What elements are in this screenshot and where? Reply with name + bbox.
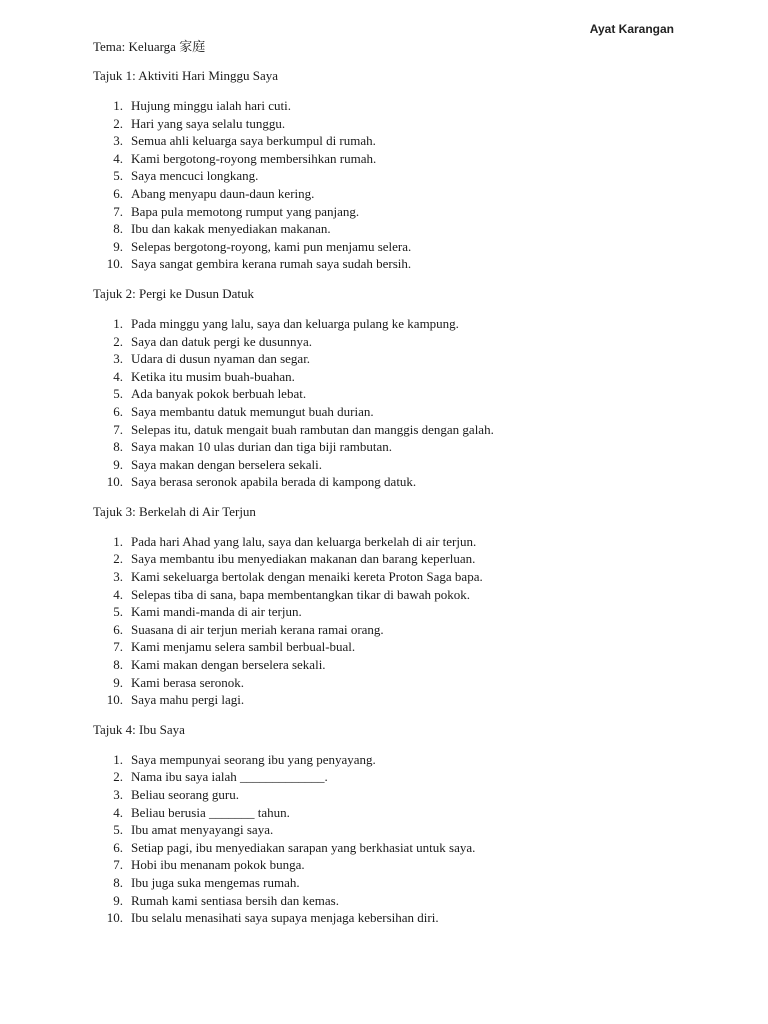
list-item-number: 6. — [113, 621, 123, 637]
list-item — [93, 586, 713, 604]
list-item-text: Beliau seorang guru. — [131, 787, 239, 802]
list-item-text: Saya makan dengan berselera sekali. — [131, 456, 322, 472]
list-item-number: 6. — [113, 185, 123, 201]
list-item-text: Saya dan datuk pergi ke dusunnya. — [131, 333, 312, 349]
list-item-text: Selepas itu, datuk mengait buah rambutan dan manggis dengan galah. — [131, 421, 494, 437]
list-item-text: Selepas bergotong-royong, kami pun menjamu selera. — [131, 238, 412, 254]
numbered-list — [93, 315, 713, 491]
numbered-list — [93, 97, 713, 273]
list-item-number: 8. — [113, 657, 123, 673]
numbered-list — [93, 751, 713, 927]
list-item — [93, 456, 713, 474]
list-item — [93, 473, 713, 491]
list-item-number: 7. — [113, 857, 123, 873]
list-item-number: 2. — [113, 769, 123, 785]
list-item-number: 4. — [113, 368, 123, 384]
list-item-number: 7. — [113, 203, 123, 219]
section-4 — [93, 721, 713, 927]
list-item-number: 7. — [113, 421, 123, 437]
section-2 — [93, 285, 713, 491]
list-item-number: 6. — [113, 403, 123, 419]
list-item-text: Kami mandi-manda di air terjun. — [131, 604, 302, 620]
list-item — [93, 804, 713, 822]
list-item-number: 4. — [113, 804, 123, 820]
list-item-number: 10. — [106, 256, 123, 272]
list-item — [93, 892, 713, 910]
list-item-number: 4. — [113, 150, 123, 166]
list-item-text: Saya sangat gembira kerana rumah saya sudah bersih. — [131, 256, 412, 272]
list-item — [93, 821, 713, 839]
list-item-number: 8. — [113, 221, 123, 237]
list-item-number: 8. — [113, 874, 123, 890]
section-title: Tajuk 1: Aktiviti Hari Minggu Saya — [93, 68, 279, 83]
list-item-number: 7. — [113, 639, 123, 655]
list-item-number: 1. — [113, 98, 123, 113]
list-item — [93, 333, 713, 351]
list-item-text: Saya makan 10 ulas durian dan tiga biji rambutan. — [131, 439, 393, 455]
theme-line: Tema: Keluarga 家庭 — [93, 39, 206, 54]
list-item — [93, 315, 713, 333]
list-item-text: Ibu amat menyayangi saya. — [131, 822, 274, 838]
list-item — [93, 856, 713, 874]
list-item-number: 9. — [113, 456, 123, 472]
list-item-text: Hari yang saya selalu tunggu. — [131, 115, 286, 131]
list-item-number: 2. — [113, 115, 123, 131]
list-item-number: 10. — [106, 474, 123, 490]
list-item — [93, 603, 713, 621]
list-item-text: Setiap pagi, ibu menyediakan sarapan yang berkhasiat untuk saya. — [131, 839, 476, 855]
list-item — [93, 255, 713, 273]
list-item — [93, 132, 713, 150]
list-item — [93, 368, 713, 386]
list-item-text: Ibu selalu menasihati saya supaya menjaga kebersihan diri. — [131, 910, 439, 926]
list-item — [93, 691, 713, 709]
list-item — [93, 533, 713, 551]
list-item-number: 2. — [113, 551, 123, 567]
list-item-text: Saya berasa seronok apabila berada di kampong datuk. — [131, 474, 417, 490]
section-title: Tajuk 3: Berkelah di Air Terjun — [93, 503, 256, 519]
list-item-text: Kami bergotong-royong membersihkan rumah. — [131, 150, 377, 166]
list-item-text: Ketika itu musim buah-buahan. — [131, 368, 295, 384]
list-item-number: 1. — [113, 315, 123, 331]
list-item — [93, 674, 713, 692]
list-item-number: 5. — [113, 822, 123, 838]
list-item-text: Kami sekeluarga bertolak dengan menaiki kereta Proton Saga bapa. — [131, 569, 483, 585]
list-item-text: Udara di dusun nyaman dan segar. — [131, 351, 311, 367]
list-item-number: 2. — [113, 333, 123, 349]
list-item — [93, 421, 713, 439]
list-item — [93, 150, 713, 168]
list-item-text: Ada banyak pokok berbuah lebat. — [131, 386, 307, 402]
list-item — [93, 839, 713, 857]
list-item — [93, 438, 713, 456]
list-item-text: Saya membantu ibu menyediakan makanan dan barang keperluan. — [131, 551, 476, 567]
list-item-number: 4. — [113, 586, 123, 602]
list-item-text: Saya mencuci longkang. — [131, 168, 259, 184]
list-item — [93, 115, 713, 133]
list-item-text: Bapa pula memotong rumput yang panjang. — [131, 203, 360, 219]
list-item-text: Pada minggu yang lalu, saya dan keluarga pulang ke kampung. — [131, 315, 459, 331]
list-item-number: 3. — [113, 133, 123, 149]
list-item-number: 5. — [113, 168, 123, 184]
list-item-text: Nama ibu saya ialah _____________. — [131, 769, 328, 785]
list-item-text: Suasana di air terjun meriah kerana ramai orang. — [131, 621, 384, 637]
list-item — [93, 385, 713, 403]
list-item-number: 1. — [113, 533, 123, 549]
list-item-text: Rumah kami sentiasa bersih dan kemas. — [131, 892, 339, 908]
list-item — [93, 656, 713, 674]
header-label: Ayat Karangan — [589, 22, 674, 36]
list-item-number: 10. — [106, 910, 123, 926]
list-item — [93, 568, 713, 586]
section-3 — [93, 503, 713, 709]
list-item-number: 1. — [113, 751, 123, 767]
list-item-number: 10. — [106, 692, 123, 708]
list-item-text: Hobi ibu menanam pokok bunga. — [131, 857, 305, 873]
numbered-list — [93, 533, 713, 709]
list-item-text: Kami berasa seronok. — [131, 674, 244, 690]
sections-container — [93, 67, 713, 939]
list-item-text: Abang menyapu daun-daun kering. — [131, 185, 315, 201]
list-item-text: Kami makan dengan berselera sekali. — [131, 657, 326, 673]
list-item-number: 5. — [113, 604, 123, 620]
list-item — [93, 874, 713, 892]
list-item-text: Ibu juga suka mengemas rumah. — [131, 874, 300, 890]
list-item-number: 8. — [113, 439, 123, 455]
list-item-text: Ibu dan kakak menyediakan makanan. — [131, 221, 331, 237]
list-item — [93, 203, 713, 221]
list-item-text: Saya mahu pergi lagi. — [131, 692, 245, 708]
list-item-number: 6. — [113, 839, 123, 855]
list-item-text: Kami menjamu selera sambil berbual-bual. — [131, 639, 356, 655]
list-item-number: 9. — [113, 674, 123, 690]
list-item — [93, 638, 713, 656]
list-item — [93, 97, 713, 115]
list-item-text: Hujung minggu ialah hari cuti. — [131, 98, 291, 113]
list-item — [93, 350, 713, 368]
list-item — [93, 185, 713, 203]
list-item — [93, 768, 713, 786]
list-item-number: 9. — [113, 238, 123, 254]
list-item-text: Beliau berusia _______ tahun. — [131, 804, 290, 820]
list-item-number: 3. — [113, 569, 123, 585]
section-1 — [93, 67, 713, 273]
list-item — [93, 403, 713, 421]
list-item — [93, 238, 713, 256]
list-item — [93, 167, 713, 185]
list-item — [93, 751, 713, 769]
list-item-text: Semua ahli keluarga saya berkumpul di rumah. — [131, 133, 376, 149]
list-item-number: 3. — [113, 787, 123, 802]
list-item-text: Saya membantu datuk memungut buah durian. — [131, 403, 374, 419]
list-item — [93, 550, 713, 568]
list-item — [93, 220, 713, 238]
list-item-text: Saya mempunyai seorang ibu yang penyayang. — [131, 751, 376, 767]
list-item-text: Selepas tiba di sana, bapa membentangkan tikar di bawah pokok. — [131, 586, 470, 602]
section-title: Tajuk 4: Ibu Saya — [93, 721, 185, 737]
list-item-text: Pada hari Ahad yang lalu, saya dan keluarga berkelah di air terjun. — [131, 533, 477, 549]
list-item-number: 3. — [113, 351, 123, 367]
list-item — [93, 621, 713, 639]
list-item — [93, 786, 713, 804]
section-title: Tajuk 2: Pergi ke Dusun Datuk — [93, 285, 254, 301]
list-item — [93, 909, 713, 927]
list-item-number: 9. — [113, 892, 123, 908]
list-item-number: 5. — [113, 386, 123, 402]
